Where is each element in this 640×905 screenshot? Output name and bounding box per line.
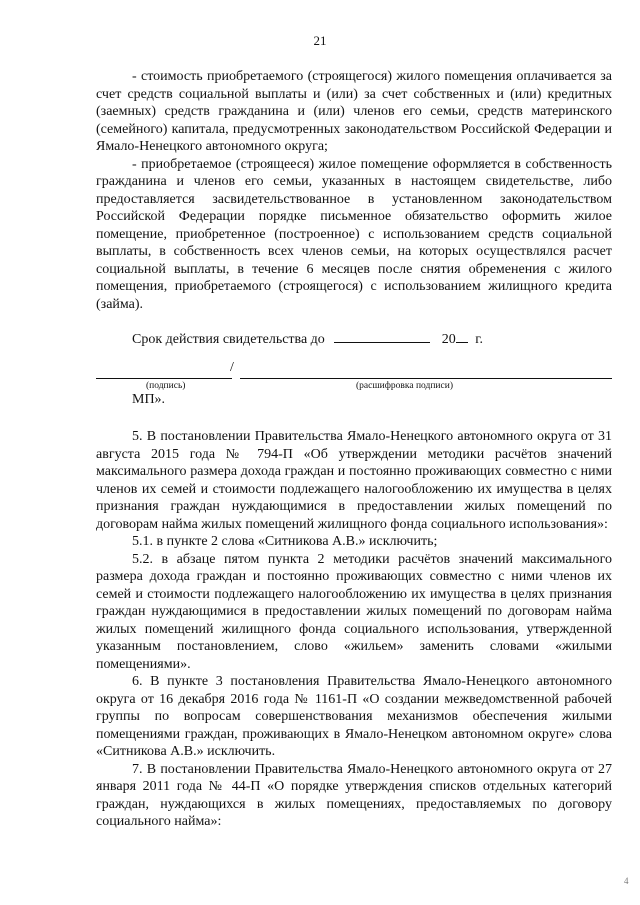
stamp-place: МП». — [132, 392, 166, 407]
validity-date-blank — [334, 330, 430, 343]
paragraph-item-7: 7. В постановлении Правительства Ямало-Ненецкого автономного округа от 27 января 2011 года № 44-П «О порядке утверждения списков отдельных категорий граждан, нуждающихся в жилых помещениях, предоставляемых по договору социального найма»: — [96, 761, 612, 829]
corner-mark: 4 — [624, 876, 629, 886]
validity-label: Срок действия свидетельства до — [132, 332, 325, 347]
paragraph-cost-condition: - стоимость приобретаемого (строящегося) жилого помещения оплачивается за счет средств социальной выплаты и (или) за счет собственных и (или) кредитных (заемных) средств гражданина и (или) членов его семьи, средств материнского (семейного) капитала, предусмотренных законодательством Российской Федерации и Ямало-Ненецкого автономного округа; — [96, 69, 612, 154]
amendments-block — [96, 428, 612, 831]
validity-year-prefix: 20 — [441, 332, 456, 347]
signature-slash: / — [230, 360, 234, 375]
conditions-block — [96, 68, 612, 313]
paragraph-ownership-condition: - приобретаемое (строящееся) жилое помещение оформляется в собственность гражданина и членов его семьи, указанных в настоящем свидетельстве, либо предоставляется засвидетельствованное в установленном законодательством Российской Федерации порядке письменное обязательство оформить жилое помещение, приобретенное (построенное) с использованием средств социальной выплаты, в собственность всех членов семьи, на которых осуществлялся расчет социальной выплаты, в течение 6 месяцев после снятия обременения с жилого помещения, приобретаемого (строящегося) с использованием жилищного кредита (займа). — [96, 156, 612, 312]
signature-line — [96, 378, 232, 379]
validity-line — [132, 330, 483, 348]
paragraph-item-5-2: 5.2. в абзаце пятом пункта 2 методики расчётов значений максимального размера дохода граждан и постоянно проживающих совместно с ними членов их семей и стоимости подлежащего налогообложению их имущества в целях признания граждан нуждающимися в предоставлении жилых помещений по договорам найма жилых помещений жилищного фонда социального использования, утвержденной указанным постановлением, слово «жильем» заменить словами «жилыми помещениями». — [96, 551, 612, 672]
page-number: 21 — [313, 33, 327, 48]
validity-year-blank — [456, 330, 468, 343]
signature-caption: (подпись) — [146, 381, 186, 391]
paragraph-item-5: 5. В постановлении Правительства Ямало-Ненецкого автономного округа от 31 августа 2015 года № 794-П «Об утверждении методики расчётов значений максимального размера дохода граждан и постоянно проживающих совместно с ними членов их семей и стоимости подлежащего налогообложению их имущества в целях признания граждан нуждающимися в предоставлении жилых помещений по договорам найма жилых помещений жилищного фонда социального использования»: — [96, 429, 612, 532]
signature-decode-caption: (расшифровка подписи) — [356, 381, 453, 391]
paragraph-item-5-1: 5.1. в пункте 2 слова «Ситникова А.В.» исключить; — [132, 534, 438, 549]
paragraph-item-6: 6. В пункте 3 постановления Правительства Ямало-Ненецкого автономного округа от 16 декабря 2016 года № 1161-П «О создании межведомственной рабочей группы по вопросам совершенствования механизмов обеспечения жилыми помещениями граждан, проживающих в Ямало-Ненецком автономном округе» слова «Ситникова А.В.» исключить. — [96, 674, 612, 759]
signature-decode-line — [240, 378, 612, 379]
validity-year-suffix: г. — [475, 332, 483, 347]
